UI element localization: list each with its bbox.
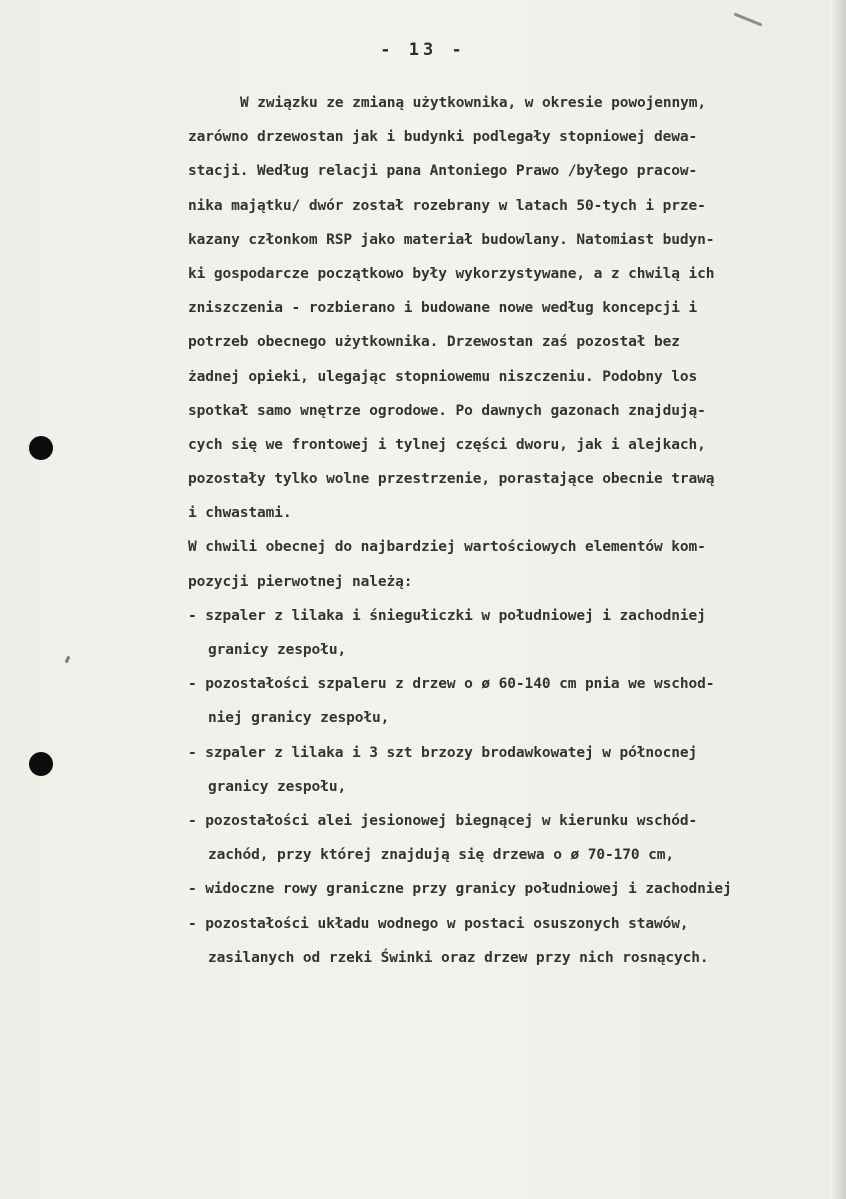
text-line: zniszczenia - rozbierano i budowane nowe według koncepcji i [188, 300, 698, 317]
list-item-line: - szpaler z lilaka i 3 szt brzozy brodawkowatej w północnej [188, 744, 698, 761]
list-item-line: - pozostałości szpaleru z drzew o ø 60-140 cm pnia we wschod- [188, 676, 715, 693]
list-item-line: - widoczne rowy graniczne przy granicy południowej i zachodniej [188, 881, 732, 898]
page-number: - 13 - [380, 40, 466, 60]
text-line: zarówno drzewostan jak i budynki podlegały stopniowej dewa- [188, 129, 698, 146]
text-line: kazany członkom RSP jako materiał budowlany. Natomiast budyn- [188, 231, 715, 248]
scratch-mark [734, 12, 763, 26]
text-line: stacji. Według relacji pana Antoniego Prawo /byłego pracow- [188, 163, 698, 180]
punch-hole-bottom [29, 752, 53, 776]
text-line: pozycji pierwotnej należą: [188, 573, 413, 590]
ink-speck [65, 656, 71, 664]
page-edge-shadow [830, 0, 846, 1199]
text-line: granicy zespołu, [208, 642, 347, 658]
punch-hole-top [29, 436, 53, 460]
list-item-line: - pozostałości alei jesionowej biegnącej w kierunku wschód- [188, 812, 698, 829]
text-line: W chwili obecnej do najbardziej wartościowych elementów kom- [188, 539, 706, 556]
text-line: zasilanych od rzeki Świnki oraz drzew przy nich rosnących. [208, 949, 709, 966]
body-text [188, 86, 828, 975]
text-line: zachód, przy której znajdują się drzewa o ø 70-170 cm, [208, 847, 675, 864]
text-line: granicy zespołu, [208, 778, 347, 795]
list-item-line: - pozostałości układu wodnego w postaci osuszonych stawów, [188, 915, 689, 932]
text-line: nika majątku/ dwór został rozebrany w latach 50-tych i prze- [188, 197, 706, 214]
text-line: W związku ze zmianą użytkownika, w okresie powojennym, [240, 95, 707, 111]
text-line: niej granicy zespołu, [208, 710, 390, 727]
text-line: ki gospodarcze początkowo były wykorzystywane, a z chwilą ich [188, 265, 715, 282]
text-line: cych się we frontowej i tylnej części dworu, jak i alejkach, [188, 436, 706, 453]
text-line: i chwastami. [188, 505, 292, 522]
text-line: spotkał samo wnętrze ogrodowe. Po dawnych gazonach znajdują- [188, 402, 706, 419]
text-line: potrzeb obecnego użytkownika. Drzewostan zaś pozostał bez [188, 334, 680, 351]
list-item-line: - szpaler z lilaka i śniegułiczki w południowej i zachodniej [188, 607, 706, 624]
text-line: pozostały tylko wolne przestrzenie, porastające obecnie trawą [188, 471, 715, 488]
text-line: żadnej opieki, ulegając stopniowemu niszczeniu. Podobny los [188, 368, 698, 385]
